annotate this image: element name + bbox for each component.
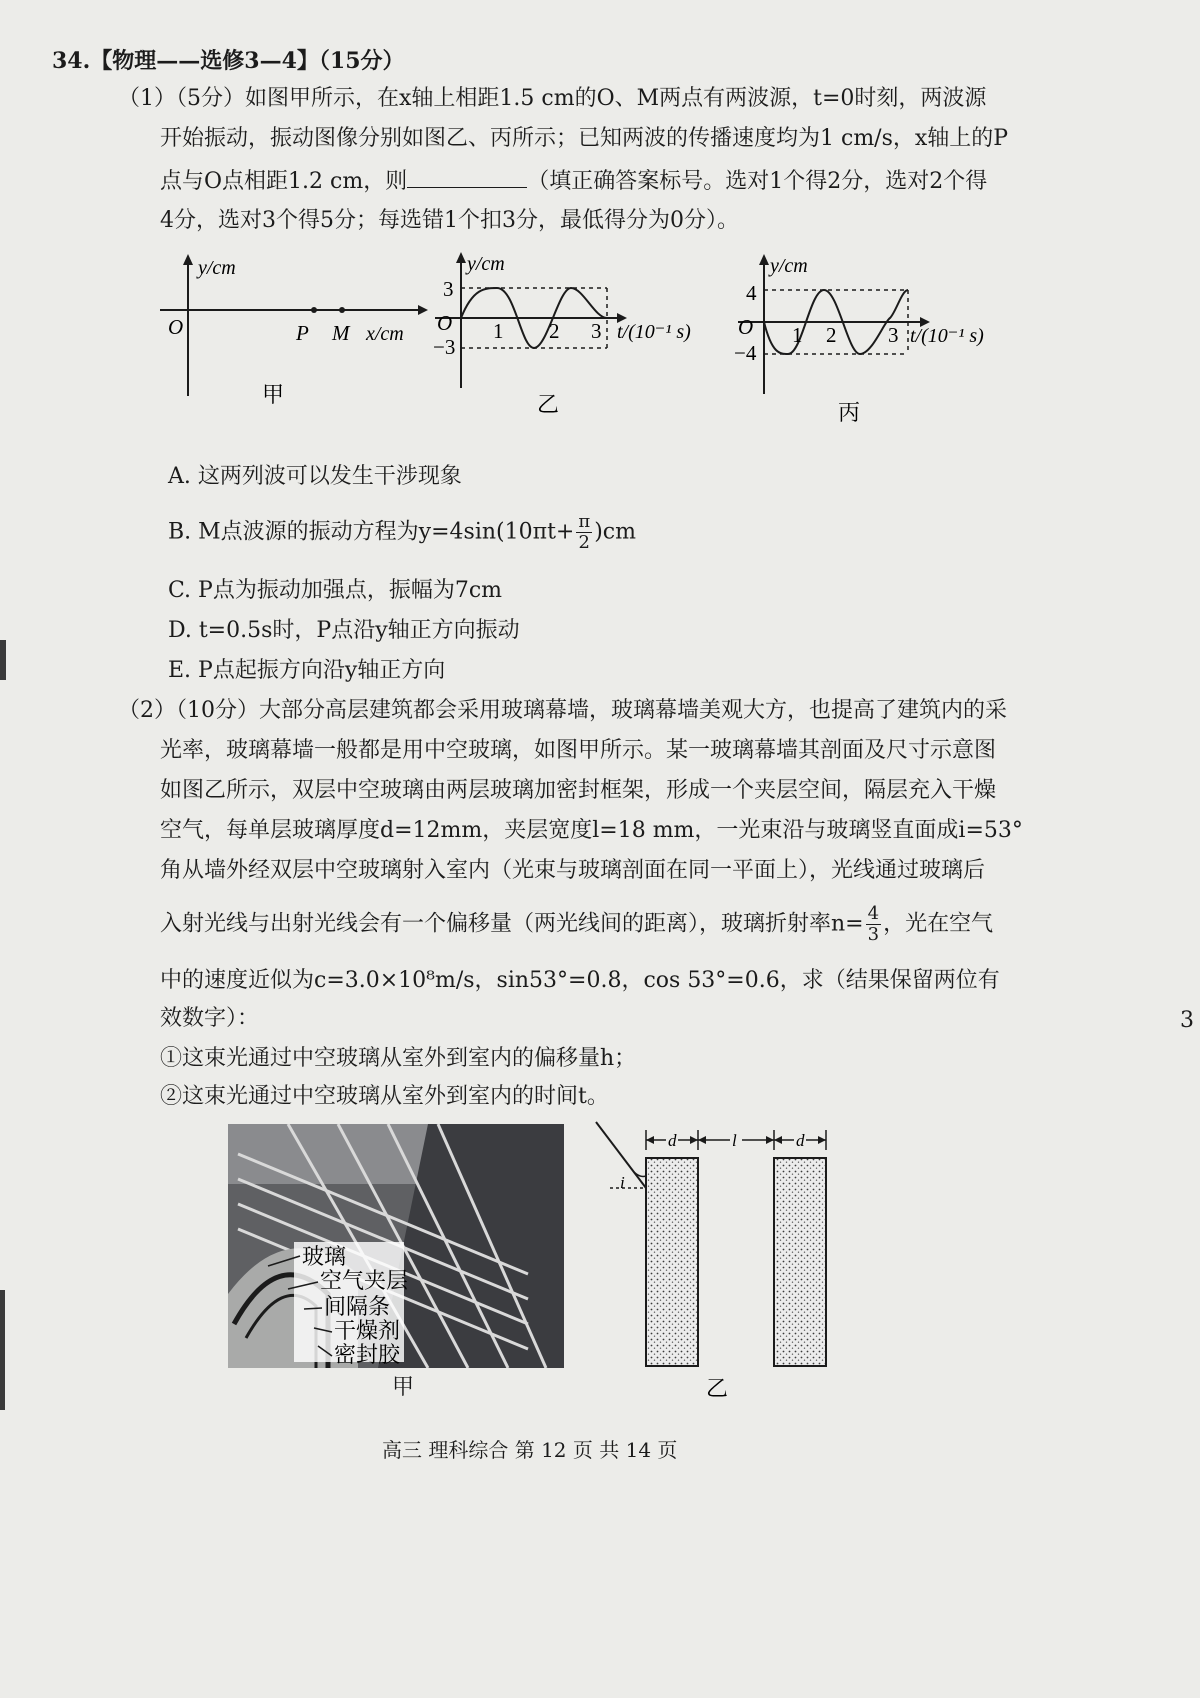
t-tick-2: 2 [826, 323, 837, 347]
label-glass: 玻璃 [302, 1245, 347, 1270]
t-tick-2: 2 [549, 319, 560, 343]
t-tick-3: 3 [888, 323, 899, 347]
t-tick-1: 1 [493, 319, 504, 343]
label-l: l [732, 1131, 737, 1150]
figure-caption: 乙 [537, 393, 560, 418]
y-axis-arrow [183, 254, 193, 265]
dim-arrow [646, 1136, 654, 1144]
part1-line-with-blank [160, 165, 987, 197]
figure-jia [150, 248, 430, 418]
amplitude-pos-label: 4 [746, 281, 757, 305]
problem-header: 34.【物理——选修3—4】（15分） [52, 48, 405, 74]
fraction-pi-over-2 [576, 512, 592, 553]
angle-label: i [620, 1173, 625, 1192]
answer-blank [407, 165, 527, 188]
choice-c: C. P点为振动加强点，振幅为7cm [168, 578, 503, 603]
question-1: ①这束光通过中空玻璃从室外到室内的偏移量h； [160, 1046, 637, 1071]
figure-yi [425, 246, 715, 424]
y-axis-label: y/cm [198, 257, 236, 279]
part2-line-end: ，光在空气 [883, 911, 994, 937]
origin-label: O [168, 315, 184, 339]
part2-line: 效数字）： [160, 1006, 260, 1031]
part2-line-with-fraction [160, 904, 993, 945]
part1-line: （1）（5分）如图甲所示，在x轴上相距1.5 cm的O、M两点有两波源，t=0时刻，两波源 [118, 86, 987, 111]
part1-line-end: （填正确答案标号。选对1个得2分，选对2个得 [527, 169, 988, 194]
x-axis-label: x/cm [366, 323, 404, 345]
origin-label: O [437, 311, 453, 335]
y-axis-arrow [759, 254, 769, 265]
dim-arrow [766, 1136, 774, 1144]
glass-diagram [590, 1116, 850, 1406]
page-footer: 高三 理科综合 第 12 页 共 14 页 [382, 1438, 678, 1462]
choice-e: E. P点起振方向沿y轴正方向 [168, 658, 446, 683]
amplitude-neg-label: −4 [734, 341, 757, 365]
choice-b-start: B. M点波源的振动方程为y=4sin(10πt+ [168, 519, 575, 545]
building-photo [228, 1124, 564, 1368]
fraction-4-over-3 [866, 904, 881, 945]
dim-arrow [690, 1136, 698, 1144]
choice-d: D. t=0.5s时，P点沿y轴正方向振动 [168, 618, 520, 643]
amplitude-pos-label: 3 [443, 277, 454, 301]
choice-b [168, 512, 636, 553]
dim-arrow [698, 1136, 706, 1144]
label-air-layer: 空气夹层 [320, 1269, 409, 1294]
glass-pane-left [646, 1158, 698, 1366]
dim-arrow [774, 1136, 782, 1144]
origin-label: O [738, 315, 754, 339]
part2-line: 光率，玻璃幕墙一般都是用中空玻璃，如图甲所示。某一玻璃幕墙其剖面及尺寸示意图 [160, 738, 997, 763]
part1-line-start: 点与O点相距1.2 cm，则 [160, 169, 408, 194]
part2-line-start: 入射光线与出射光线会有一个偏移量（两光线间的距离），玻璃折射率n= [160, 911, 864, 937]
point-p [311, 307, 317, 313]
diagram-caption: 乙 [706, 1377, 729, 1402]
margin-mark [0, 1290, 5, 1410]
glass-pane-right [774, 1158, 826, 1366]
fraction-numerator: 4 [867, 903, 880, 924]
m-label: M [332, 321, 350, 345]
fraction-numerator: π [578, 511, 591, 532]
point-m [339, 307, 345, 313]
question-2: ②这束光通过中空玻璃从室外到室内的时间t。 [160, 1084, 609, 1109]
p-label: P [296, 321, 309, 345]
leader-line [304, 1308, 322, 1309]
label-d-left: d [668, 1131, 677, 1150]
y-axis-label: y/cm [467, 253, 505, 275]
photo-caption: 甲 [392, 1375, 415, 1400]
t-tick-3: 3 [591, 319, 602, 343]
y-axis-arrow [456, 252, 466, 263]
label-sealant: 密封胶 [334, 1343, 401, 1368]
amplitude-neg-label: −3 [433, 335, 456, 359]
label-d-right: d [796, 1131, 805, 1150]
margin-mark [0, 640, 6, 680]
fraction-denominator: 2 [578, 532, 590, 553]
figure-bing [728, 250, 1018, 430]
dim-arrow [818, 1136, 826, 1144]
y-axis-label: y/cm [770, 255, 808, 277]
t-axis-label: t/(10⁻¹ s) [910, 325, 984, 347]
part2-line: 中的速度近似为c=3.0×10⁸m/s，sin53°=0.8，cos 53°=0.6，求（结果保留两位有 [160, 968, 1000, 993]
part2-line: 空气，每单层玻璃厚度d=12mm，夹层宽度l=18 mm，一光束沿与玻璃竖直面成i=53° [160, 818, 1023, 843]
part2-line: 如图乙所示，双层中空玻璃由两层玻璃加密封框架，形成一个夹层空间，隔层充入干燥 [160, 778, 997, 803]
t-axis-label: t/(10⁻¹ s) [617, 321, 691, 343]
label-spacer: 间隔条 [324, 1295, 391, 1320]
part2-line: （2）（10分）大部分高层建筑都会采用玻璃幕墙，玻璃幕墙美观大方，也提高了建筑内的采 [118, 698, 1007, 723]
label-desiccant: 干燥剂 [334, 1319, 401, 1344]
margin-digit: 3 [1180, 1008, 1194, 1033]
part1-line: 4分，选对3个得5分；每选错1个扣3分，最低得分为0分）。 [160, 208, 739, 233]
figure-caption: 甲 [262, 383, 285, 408]
part1-line: 开始振动，振动图像分别如图乙、丙所示；已知两波的传播速度均为1 cm/s，x轴上的P [160, 126, 1009, 151]
choice-a: A. 这两列波可以发生干涉现象 [168, 464, 462, 489]
fraction-denominator: 3 [867, 924, 880, 945]
t-tick-1: 1 [792, 323, 803, 347]
choice-b-end: )cm [594, 519, 636, 545]
figure-caption: 丙 [838, 401, 861, 426]
part2-line: 角从墙外经双层中空玻璃射入室内（光束与玻璃剖面在同一平面上），光线通过玻璃后 [160, 858, 986, 883]
